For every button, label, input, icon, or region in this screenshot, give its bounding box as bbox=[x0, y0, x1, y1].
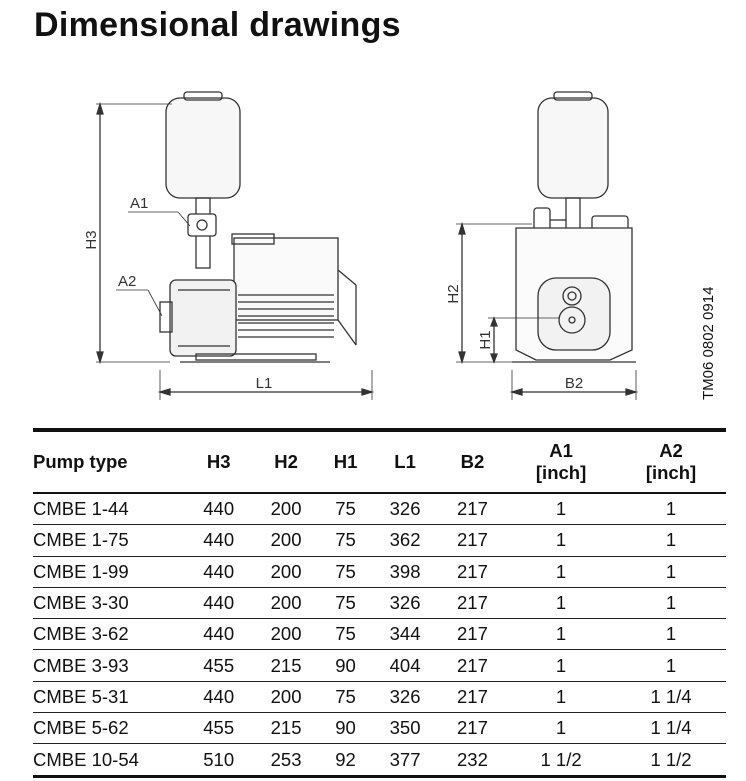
dimensions-table bbox=[33, 428, 726, 778]
table-header-row bbox=[33, 430, 726, 493]
cell-l1: 398 bbox=[371, 556, 438, 587]
cell-pump-type: CMBE 3-30 bbox=[33, 587, 185, 618]
cell-h2: 200 bbox=[252, 619, 319, 650]
header-h2: H2 bbox=[274, 451, 298, 472]
cell-h1: 75 bbox=[320, 525, 372, 556]
cell-h1: 90 bbox=[320, 650, 372, 681]
cell-h3: 440 bbox=[185, 525, 252, 556]
cell-h1: 75 bbox=[320, 681, 372, 712]
table-row bbox=[33, 587, 726, 618]
cell-h2: 215 bbox=[252, 650, 319, 681]
cell-a2: 1 bbox=[616, 556, 726, 587]
header-a1-name: A1 bbox=[549, 440, 573, 461]
cell-h2: 253 bbox=[252, 744, 319, 776]
cell-a2: 1 bbox=[616, 650, 726, 681]
cell-a2: 1 bbox=[616, 619, 726, 650]
cell-h2: 200 bbox=[252, 525, 319, 556]
cell-pump-type: CMBE 5-31 bbox=[33, 681, 185, 712]
cell-h2: 200 bbox=[252, 587, 319, 618]
cell-l1: 362 bbox=[371, 525, 438, 556]
table-row bbox=[33, 525, 726, 556]
header-a2-name: A2 bbox=[659, 440, 683, 461]
header-a2 bbox=[616, 430, 726, 493]
table-row bbox=[33, 650, 726, 681]
cell-h1: 90 bbox=[320, 713, 372, 744]
cell-h3: 440 bbox=[185, 681, 252, 712]
cell-pump-type: CMBE 1-99 bbox=[33, 556, 185, 587]
cell-l1: 326 bbox=[371, 493, 438, 525]
cell-h3: 440 bbox=[185, 619, 252, 650]
cell-a2: 1 1/2 bbox=[616, 744, 726, 776]
drawing-code: TM06 0802 0914 bbox=[700, 286, 717, 400]
header-h1: H1 bbox=[333, 451, 358, 472]
label-a1: A1 bbox=[130, 195, 149, 212]
cell-a1: 1 1/2 bbox=[506, 744, 616, 776]
label-h3: H3 bbox=[83, 230, 100, 250]
cell-h2: 200 bbox=[252, 556, 319, 587]
cell-h3: 510 bbox=[185, 744, 252, 776]
table-row bbox=[33, 493, 726, 525]
cell-pump-type: CMBE 3-93 bbox=[33, 650, 185, 681]
table-row bbox=[33, 713, 726, 744]
cell-h1: 75 bbox=[320, 493, 372, 525]
front-view-drawing bbox=[456, 92, 636, 400]
header-a2-unit: [inch] bbox=[645, 462, 697, 483]
label-b2: B2 bbox=[564, 375, 584, 392]
cell-a1: 1 bbox=[506, 619, 616, 650]
table-row bbox=[33, 681, 726, 712]
header-a1-unit: [inch] bbox=[535, 462, 587, 483]
cell-b2: 217 bbox=[439, 493, 506, 525]
cell-h2: 215 bbox=[252, 713, 319, 744]
cell-h3: 455 bbox=[185, 713, 252, 744]
cell-l1: 326 bbox=[371, 587, 438, 618]
cell-a1: 1 bbox=[506, 556, 616, 587]
header-b2: B2 bbox=[460, 451, 485, 472]
cell-h2: 200 bbox=[252, 681, 319, 712]
cell-h3: 440 bbox=[185, 587, 252, 618]
side-view-drawing bbox=[96, 92, 372, 400]
cell-h3: 440 bbox=[185, 556, 252, 587]
table-body bbox=[33, 493, 726, 776]
cell-h3: 440 bbox=[185, 493, 252, 525]
cell-b2: 217 bbox=[439, 525, 506, 556]
cell-a1: 1 bbox=[506, 587, 616, 618]
cell-h1: 75 bbox=[320, 619, 372, 650]
cell-a2: 1 1/4 bbox=[616, 713, 726, 744]
label-a2: A2 bbox=[118, 273, 137, 290]
front-pump-body bbox=[538, 278, 610, 350]
table-row bbox=[33, 556, 726, 587]
header-pump-type: Pump type bbox=[33, 451, 128, 472]
cell-b2: 217 bbox=[439, 650, 506, 681]
cell-b2: 217 bbox=[439, 556, 506, 587]
cell-b2: 217 bbox=[439, 587, 506, 618]
label-h2: H2 bbox=[445, 284, 462, 304]
cell-l1: 350 bbox=[371, 713, 438, 744]
dimensional-drawing bbox=[0, 70, 746, 410]
cell-b2: 217 bbox=[439, 713, 506, 744]
cell-l1: 377 bbox=[371, 744, 438, 776]
cell-a1: 1 bbox=[506, 713, 616, 744]
side-tank bbox=[166, 98, 240, 198]
cell-b2: 217 bbox=[439, 619, 506, 650]
cell-a1: 1 bbox=[506, 681, 616, 712]
cell-h1: 75 bbox=[320, 587, 372, 618]
side-pump-body bbox=[170, 280, 236, 356]
table-row bbox=[33, 619, 726, 650]
front-tank bbox=[538, 98, 608, 198]
header-h3: H3 bbox=[206, 451, 231, 472]
cell-a2: 1 bbox=[616, 525, 726, 556]
cell-a1: 1 bbox=[506, 493, 616, 525]
label-l1: L1 bbox=[255, 375, 273, 392]
cell-l1: 326 bbox=[371, 681, 438, 712]
cell-a2: 1 bbox=[616, 493, 726, 525]
cell-b2: 232 bbox=[439, 744, 506, 776]
cell-a1: 1 bbox=[506, 650, 616, 681]
cell-l1: 404 bbox=[371, 650, 438, 681]
cell-h3: 455 bbox=[185, 650, 252, 681]
cell-pump-type: CMBE 3-62 bbox=[33, 619, 185, 650]
cell-b2: 217 bbox=[439, 681, 506, 712]
cell-h1: 92 bbox=[320, 744, 372, 776]
header-a1 bbox=[506, 430, 616, 493]
cell-a1: 1 bbox=[506, 525, 616, 556]
header-l1: L1 bbox=[394, 451, 416, 472]
cell-l1: 344 bbox=[371, 619, 438, 650]
cell-a2: 1 1/4 bbox=[616, 681, 726, 712]
cell-h1: 75 bbox=[320, 556, 372, 587]
cell-a2: 1 bbox=[616, 587, 726, 618]
page-title: Dimensional drawings bbox=[34, 6, 401, 44]
label-h1: H1 bbox=[477, 330, 494, 350]
cell-pump-type: CMBE 1-75 bbox=[33, 525, 185, 556]
cell-pump-type: CMBE 5-62 bbox=[33, 713, 185, 744]
side-motor bbox=[234, 238, 338, 320]
table-row bbox=[33, 744, 726, 776]
cell-pump-type: CMBE 10-54 bbox=[33, 744, 185, 776]
cell-h2: 200 bbox=[252, 493, 319, 525]
cell-pump-type: CMBE 1-44 bbox=[33, 493, 185, 525]
